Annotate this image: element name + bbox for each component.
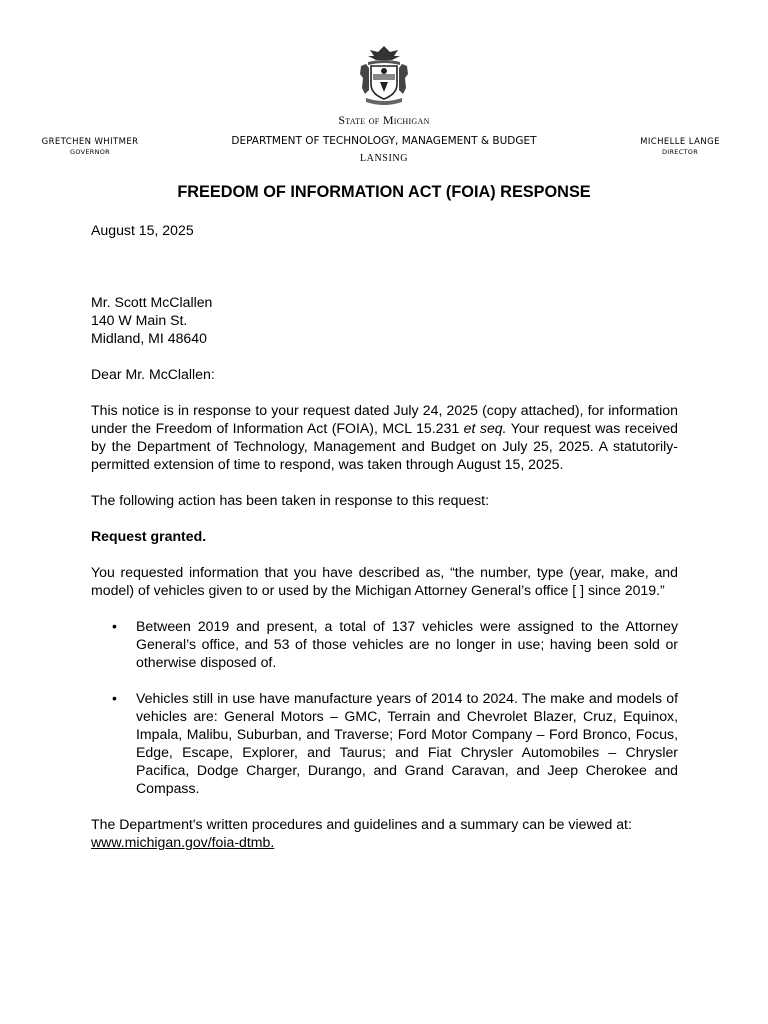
- intro-italic: et seq.: [463, 420, 507, 436]
- recipient-city: Midland, MI 48640: [91, 330, 207, 346]
- list-item-text: Between 2019 and present, a total of 137 vehicles were assigned to the Attorney General’s office, and 53 of those vehicles are no longer in use; having been sold or otherwise disposed of.: [136, 618, 678, 670]
- city-name: LANSING: [359, 153, 409, 164]
- director-name: MICHELLE LANGE: [640, 137, 720, 147]
- director-block: [620, 137, 740, 156]
- procedures-link[interactable]: www.michigan.gov/foia-dtmb.: [91, 834, 275, 850]
- intro-paragraph: [91, 401, 678, 473]
- procedures-text: The Department's written procedures and guidelines and a summary can be viewed at:: [91, 816, 632, 832]
- state-seal-icon: [358, 44, 410, 108]
- procedures-paragraph: [91, 815, 678, 851]
- salutation: Dear Mr. McClallen:: [91, 366, 215, 382]
- recipient-name: Mr. Scott McClallen: [91, 294, 213, 310]
- intro-text-start: This notice is in response to your request dated July 24, 2025 (copy attached), for information under the Freedom of Information Act (FOIA), MCL 15.231: [91, 402, 678, 436]
- list-item: [91, 689, 678, 797]
- department-name: DEPARTMENT OF TECHNOLOGY, MANAGEMENT & BUDGET: [231, 135, 537, 147]
- recipient-address: [91, 293, 678, 347]
- recipient-street: 140 W Main St.: [91, 312, 188, 328]
- document-title: FREEDOM OF INFORMATION ACT (FOIA) RESPONSE: [177, 183, 591, 201]
- letter-date: August 15, 2025: [91, 222, 194, 238]
- governor-title: GOVERNOR: [69, 148, 110, 156]
- director-title: DIRECTOR: [661, 148, 699, 156]
- action-paragraph: The following action has been taken in response to this request:: [91, 492, 490, 508]
- bullet-icon: •: [112, 690, 117, 706]
- letter-body: [91, 221, 678, 851]
- findings-list: [91, 617, 678, 797]
- state-name: State of Michigan: [338, 113, 430, 127]
- bullet-icon: •: [112, 618, 117, 634]
- list-item-text: Vehicles still in use have manufacture years of 2014 to 2024. The make and models of vehicles are: General Motors – GMC, Terrain and Chevrolet Blazer, Cruz, Equinox, Impala, Malibu, Suburban, and Traverse; Ford Motor Company – Ford Bronco, Focus, Edge, Escape, Explorer, and Taurus; and Fiat Chrysler Automobiles – Chrysler Pacifica, Dodge Charger, Durango, and Grand Caravan, and Jeep Cherokee and Compass.: [136, 690, 678, 796]
- request-status: Request granted.: [91, 528, 207, 544]
- intro-text-end: Your request was received by the Department of Technology, Management and Budget on July 25, 2025. A statutorily-permitted extension of time to respond, was taken through August 15, 2025.: [91, 420, 679, 472]
- request-description: You requested information that you have described as, “the number, type (year, make, and model) of vehicles given to or used by the Michigan Attorney General’s office [ ] since 2019.”: [91, 564, 678, 598]
- governor-name: GRETCHEN WHITMER: [41, 137, 139, 147]
- list-item: [91, 617, 678, 671]
